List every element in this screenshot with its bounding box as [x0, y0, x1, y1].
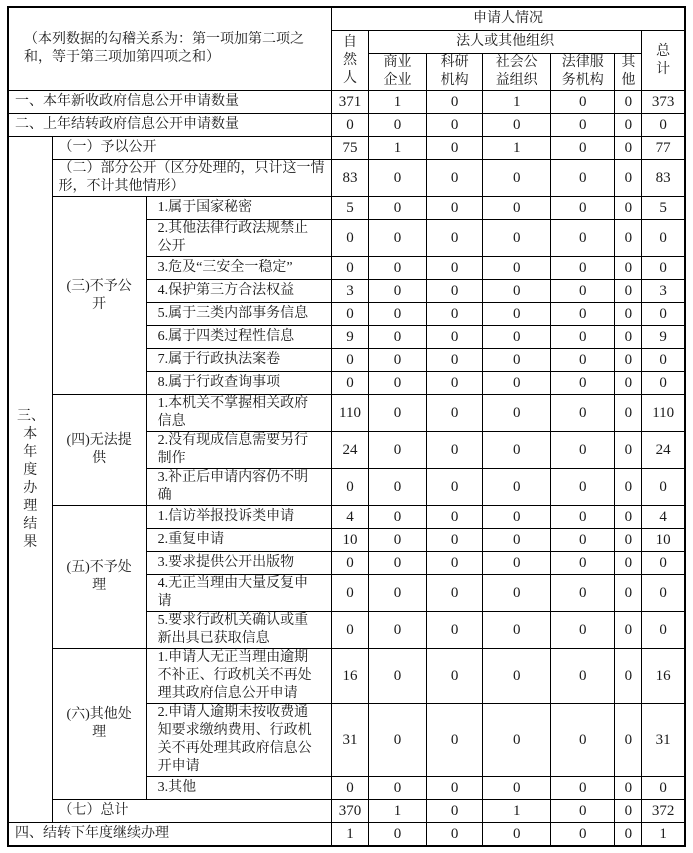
value-cell: 0	[483, 777, 551, 800]
value-cell: 0	[642, 349, 685, 372]
value-cell: 0	[483, 704, 551, 777]
value-cell: 0	[369, 777, 427, 800]
value-cell: 0	[427, 220, 483, 257]
value-cell: 0	[551, 395, 615, 432]
value-cell: 0	[331, 303, 368, 326]
value-cell: 0	[551, 469, 615, 506]
value-cell: 0	[427, 160, 483, 197]
value-cell: 0	[483, 612, 551, 649]
value-cell: 0	[615, 326, 642, 349]
item-label-unable-2: 2.没有现成信息需要另行制作	[146, 432, 331, 469]
value-cell: 0	[615, 372, 642, 395]
value-cell: 0	[427, 91, 483, 114]
value-cell: 0	[369, 649, 427, 704]
value-cell: 0	[551, 800, 615, 823]
value-cell: 0	[615, 469, 642, 506]
reconciliation-note: （本列数据的勾稽关系为：第一项加第二项之和，等于第三项加第四项之和）	[8, 7, 331, 91]
item-label-denied-8: 8.属于行政查询事项	[146, 372, 331, 395]
item-label-notprocessed-3: 3.要求提供公开出版物	[146, 552, 331, 575]
value-cell: 0	[551, 197, 615, 220]
item-label-denied-7: 7.属于行政执法案卷	[146, 349, 331, 372]
table-row-notprocessed-1	[8, 506, 685, 529]
value-cell: 24	[642, 432, 685, 469]
value-cell: 370	[331, 800, 368, 823]
value-cell: 0	[427, 280, 483, 303]
header-legal-service-org: 法律服务机构	[551, 54, 615, 91]
value-cell: 0	[615, 114, 642, 137]
value-cell: 0	[427, 552, 483, 575]
value-cell: 1	[483, 800, 551, 823]
value-cell: 0	[551, 575, 615, 612]
value-cell: 0	[615, 137, 642, 160]
value-cell: 83	[642, 160, 685, 197]
value-cell: 0	[369, 257, 427, 280]
item-label-otherhandling-2: 2.申请人逾期未按收费通知要求缴纳费用、行政机关不再处理其政府信息公开申请	[146, 704, 331, 777]
value-cell: 0	[615, 575, 642, 612]
table-row-subtotal	[8, 800, 685, 823]
value-cell: 3	[331, 280, 368, 303]
value-cell: 1	[642, 823, 685, 847]
table-row-otherhandling-1	[8, 649, 685, 704]
row-label-granted: （一）予以公开	[52, 137, 331, 160]
value-cell: 0	[483, 303, 551, 326]
value-cell: 0	[427, 575, 483, 612]
value-cell: 0	[427, 777, 483, 800]
table-row-carried-to-next-year	[8, 823, 685, 847]
value-cell: 0	[331, 220, 368, 257]
header-other: 其他	[615, 54, 642, 91]
value-cell: 1	[369, 91, 427, 114]
value-cell: 77	[642, 137, 685, 160]
item-label-otherhandling-1: 1.申请人无正当理由逾期不补正、行政机关不再处理其政府信息公开申请	[146, 649, 331, 704]
value-cell: 0	[551, 349, 615, 372]
value-cell: 0	[642, 469, 685, 506]
value-cell: 0	[551, 552, 615, 575]
value-cell: 0	[427, 800, 483, 823]
value-cell: 0	[427, 432, 483, 469]
value-cell: 0	[369, 114, 427, 137]
value-cell: 0	[615, 257, 642, 280]
value-cell: 10	[642, 529, 685, 552]
item-label-denied-5: 5.属于三类内部事务信息	[146, 303, 331, 326]
value-cell: 0	[483, 220, 551, 257]
value-cell: 0	[483, 326, 551, 349]
value-cell: 0	[331, 257, 368, 280]
value-cell: 0	[427, 529, 483, 552]
value-cell: 0	[483, 649, 551, 704]
value-cell: 0	[642, 257, 685, 280]
value-cell: 4	[331, 506, 368, 529]
value-cell: 0	[427, 197, 483, 220]
value-cell: 0	[483, 506, 551, 529]
value-cell: 0	[369, 197, 427, 220]
value-cell: 4	[642, 506, 685, 529]
header-applicant-situation: 申请人情况	[331, 7, 685, 31]
item-label-unable-1: 1.本机关不掌握相关政府信息	[146, 395, 331, 432]
value-cell: 0	[615, 777, 642, 800]
value-cell: 0	[483, 432, 551, 469]
value-cell: 0	[615, 704, 642, 777]
value-cell: 0	[427, 506, 483, 529]
group-label-denied: (三)不予公开	[52, 197, 146, 395]
group-label-unable-to-provide: (四)无法提供	[52, 395, 146, 506]
value-cell: 24	[331, 432, 368, 469]
value-cell: 0	[615, 800, 642, 823]
value-cell: 0	[427, 395, 483, 432]
value-cell: 0	[483, 160, 551, 197]
table-row-granted	[8, 137, 685, 160]
value-cell: 0	[615, 395, 642, 432]
item-label-denied-3: 3.危及“三安全一稳定”	[146, 257, 331, 280]
value-cell: 0	[427, 469, 483, 506]
value-cell: 0	[551, 257, 615, 280]
value-cell: 0	[615, 280, 642, 303]
row-label-carried-from-last-year: 二、上年结转政府信息公开申请数量	[8, 114, 331, 137]
value-cell: 0	[427, 704, 483, 777]
header-commercial-enterprise: 商业企业	[369, 54, 427, 91]
value-cell: 0	[331, 469, 368, 506]
value-cell: 0	[615, 220, 642, 257]
value-cell: 0	[483, 552, 551, 575]
value-cell: 1	[369, 800, 427, 823]
value-cell: 0	[551, 823, 615, 847]
value-cell: 0	[331, 372, 368, 395]
row-label-subtotal: （七）总计	[52, 800, 331, 823]
item-label-denied-2: 2.其他法律行政法规禁止公开	[146, 220, 331, 257]
section-three-label: 三、本年度办理结果	[8, 137, 52, 823]
item-label-notprocessed-5: 5.要求行政机关确认或重新出具已获取信息	[146, 612, 331, 649]
value-cell: 0	[483, 823, 551, 847]
value-cell: 0	[369, 220, 427, 257]
value-cell: 0	[369, 280, 427, 303]
value-cell: 0	[551, 137, 615, 160]
item-label-denied-4: 4.保护第三方合法权益	[146, 280, 331, 303]
value-cell: 0	[369, 395, 427, 432]
header-natural-person: 自然人	[331, 31, 368, 91]
value-cell: 0	[427, 137, 483, 160]
value-cell: 0	[483, 529, 551, 552]
value-cell: 0	[369, 326, 427, 349]
value-cell: 5	[331, 197, 368, 220]
item-label-denied-1: 1.属于国家秘密	[146, 197, 331, 220]
value-cell: 1	[369, 137, 427, 160]
value-cell: 0	[369, 552, 427, 575]
value-cell: 0	[427, 303, 483, 326]
value-cell: 0	[427, 823, 483, 847]
value-cell: 110	[331, 395, 368, 432]
value-cell: 0	[369, 303, 427, 326]
value-cell: 0	[551, 506, 615, 529]
item-label-otherhandling-3: 3.其他	[146, 777, 331, 800]
value-cell: 371	[331, 91, 368, 114]
value-cell: 0	[642, 777, 685, 800]
value-cell: 0	[369, 575, 427, 612]
value-cell: 0	[615, 823, 642, 847]
value-cell: 0	[551, 326, 615, 349]
value-cell: 0	[427, 612, 483, 649]
value-cell: 31	[331, 704, 368, 777]
group-label-other-handling: (六)其他处理	[52, 649, 146, 800]
value-cell: 0	[331, 552, 368, 575]
value-cell: 0	[427, 649, 483, 704]
header-legal-or-other-org: 法人或其他组织	[369, 31, 642, 54]
value-cell: 31	[642, 704, 685, 777]
header-public-welfare-org: 社会公益组织	[483, 54, 551, 91]
value-cell: 0	[551, 303, 615, 326]
value-cell: 0	[642, 612, 685, 649]
value-cell: 75	[331, 137, 368, 160]
value-cell: 0	[331, 575, 368, 612]
row-label-new-received: 一、本年新收政府信息公开申请数量	[8, 91, 331, 114]
annual-report-table	[7, 6, 686, 847]
value-cell: 0	[615, 612, 642, 649]
value-cell: 0	[615, 160, 642, 197]
value-cell: 9	[642, 326, 685, 349]
value-cell: 0	[427, 349, 483, 372]
value-cell: 0	[615, 349, 642, 372]
value-cell: 0	[642, 575, 685, 612]
table-row-denied-1	[8, 197, 685, 220]
value-cell: 0	[331, 612, 368, 649]
value-cell: 0	[483, 280, 551, 303]
row-label-partially-granted: （二）部分公开（区分处理的，只计这一情形，不计其他情形）	[52, 160, 331, 197]
value-cell: 0	[369, 506, 427, 529]
value-cell: 0	[642, 220, 685, 257]
value-cell: 110	[642, 395, 685, 432]
value-cell: 0	[369, 469, 427, 506]
value-cell: 0	[427, 114, 483, 137]
value-cell: 0	[427, 326, 483, 349]
table-row-new-received	[8, 91, 685, 114]
value-cell: 0	[551, 704, 615, 777]
table-row-unable-1	[8, 395, 685, 432]
item-label-notprocessed-4: 4.无正当理由大量反复申请	[146, 575, 331, 612]
value-cell: 0	[369, 529, 427, 552]
table-row-carried-from-last-year	[8, 114, 685, 137]
value-cell: 1	[483, 91, 551, 114]
item-label-notprocessed-1: 1.信访举报投诉类申请	[146, 506, 331, 529]
value-cell: 10	[331, 529, 368, 552]
row-label-carried-to-next-year: 四、结转下年度继续办理	[8, 823, 331, 847]
value-cell: 0	[331, 114, 368, 137]
value-cell: 1	[483, 137, 551, 160]
value-cell: 0	[369, 823, 427, 847]
value-cell: 0	[369, 160, 427, 197]
value-cell: 0	[331, 777, 368, 800]
value-cell: 16	[642, 649, 685, 704]
value-cell: 5	[642, 197, 685, 220]
value-cell: 0	[427, 257, 483, 280]
value-cell: 0	[615, 303, 642, 326]
value-cell: 3	[642, 280, 685, 303]
value-cell: 0	[483, 372, 551, 395]
value-cell: 0	[551, 280, 615, 303]
header-total: 总计	[642, 31, 685, 91]
header-research-institution: 科研机构	[427, 54, 483, 91]
value-cell: 1	[331, 823, 368, 847]
value-cell: 0	[483, 349, 551, 372]
value-cell: 0	[551, 612, 615, 649]
item-label-notprocessed-2: 2.重复申请	[146, 529, 331, 552]
value-cell: 0	[642, 372, 685, 395]
value-cell: 0	[551, 372, 615, 395]
item-label-unable-3: 3.补正后申请内容仍不明确	[146, 469, 331, 506]
value-cell: 0	[615, 91, 642, 114]
value-cell: 0	[369, 432, 427, 469]
value-cell: 0	[615, 506, 642, 529]
value-cell: 0	[369, 612, 427, 649]
value-cell: 0	[369, 704, 427, 777]
value-cell: 372	[642, 800, 685, 823]
value-cell: 0	[551, 220, 615, 257]
value-cell: 0	[427, 372, 483, 395]
value-cell: 0	[615, 552, 642, 575]
value-cell: 0	[483, 257, 551, 280]
value-cell: 0	[551, 432, 615, 469]
value-cell: 0	[615, 197, 642, 220]
header-row-applicant	[8, 7, 685, 31]
value-cell: 0	[642, 114, 685, 137]
value-cell: 0	[615, 529, 642, 552]
group-label-not-processed: (五)不予处理	[52, 506, 146, 649]
value-cell: 0	[642, 303, 685, 326]
value-cell: 373	[642, 91, 685, 114]
value-cell: 0	[551, 777, 615, 800]
value-cell: 0	[642, 552, 685, 575]
value-cell: 0	[615, 432, 642, 469]
table-row-partially-granted	[8, 160, 685, 197]
value-cell: 16	[331, 649, 368, 704]
value-cell: 0	[483, 395, 551, 432]
value-cell: 0	[483, 575, 551, 612]
value-cell: 0	[551, 114, 615, 137]
value-cell: 83	[331, 160, 368, 197]
value-cell: 0	[551, 529, 615, 552]
item-label-denied-6: 6.属于四类过程性信息	[146, 326, 331, 349]
value-cell: 0	[483, 114, 551, 137]
value-cell: 0	[483, 197, 551, 220]
value-cell: 0	[369, 349, 427, 372]
value-cell: 0	[551, 160, 615, 197]
value-cell: 0	[369, 372, 427, 395]
value-cell: 0	[331, 349, 368, 372]
value-cell: 0	[551, 649, 615, 704]
value-cell: 0	[483, 469, 551, 506]
value-cell: 9	[331, 326, 368, 349]
value-cell: 0	[551, 91, 615, 114]
value-cell: 0	[615, 649, 642, 704]
